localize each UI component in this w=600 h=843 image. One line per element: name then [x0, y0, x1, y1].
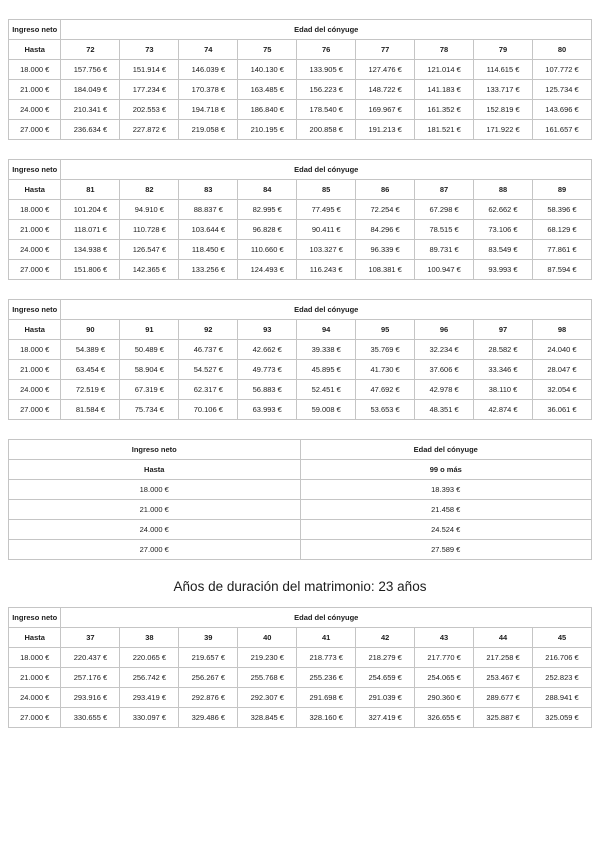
amount-cell: 156.223 €	[297, 80, 356, 100]
table-header-row	[9, 300, 592, 320]
amount-cell: 134.938 €	[61, 240, 120, 260]
amount-cell: 293.916 €	[61, 688, 120, 708]
amount-cell: 194.718 €	[179, 100, 238, 120]
amount-cell: 77.495 €	[297, 200, 356, 220]
income-cell: 27.000 €	[9, 400, 61, 420]
income-net-header: Ingreso neto	[9, 440, 301, 460]
amount-cell: 328.160 €	[297, 708, 356, 728]
age-column-header: 80	[532, 40, 591, 60]
amount-cell: 200.858 €	[297, 120, 356, 140]
income-cell: 18.000 €	[9, 200, 61, 220]
spouse-age-header: Edad del cónyuge	[61, 160, 592, 180]
age-column-header: 41	[297, 628, 356, 648]
amount-cell: 103.644 €	[179, 220, 238, 240]
amount-cell: 290.360 €	[415, 688, 474, 708]
amount-cell: 161.352 €	[415, 100, 474, 120]
table-row	[9, 120, 592, 140]
amount-cell: 62.317 €	[179, 380, 238, 400]
table-header-row	[9, 440, 592, 460]
table-row	[9, 340, 592, 360]
income-cell: 27.000 €	[9, 540, 301, 560]
amount-cell: 161.657 €	[532, 120, 591, 140]
amount-cell: 78.515 €	[415, 220, 474, 240]
amount-cell: 252.823 €	[532, 668, 591, 688]
amount-cell: 54.527 €	[179, 360, 238, 380]
age-column-header: 73	[120, 40, 179, 60]
amount-cell: 50.489 €	[120, 340, 179, 360]
amount-cell: 101.204 €	[61, 200, 120, 220]
amount-cell: 151.806 €	[61, 260, 120, 280]
amount-cell: 143.696 €	[532, 100, 591, 120]
income-cell: 18.000 €	[9, 648, 61, 668]
up-to-header: Hasta	[9, 40, 61, 60]
amount-cell: 110.728 €	[120, 220, 179, 240]
amount-cell: 126.547 €	[120, 240, 179, 260]
amount-cell: 330.655 €	[61, 708, 120, 728]
amount-cell: 37.606 €	[415, 360, 474, 380]
amount-cell: 133.256 €	[179, 260, 238, 280]
table-row	[9, 240, 592, 260]
pension-table-ages-90-98	[8, 299, 592, 420]
age-column-header: 37	[61, 628, 120, 648]
age-column-header: 98	[532, 320, 591, 340]
amount-cell: 24.524 €	[300, 520, 592, 540]
age-column-header: 76	[297, 40, 356, 60]
amount-cell: 53.653 €	[356, 400, 415, 420]
amount-cell: 148.722 €	[356, 80, 415, 100]
spouse-age-header: Edad del cónyuge	[61, 608, 592, 628]
amount-cell: 257.176 €	[61, 668, 120, 688]
table-subheader-row	[9, 40, 592, 60]
amount-cell: 218.279 €	[356, 648, 415, 668]
income-cell: 21.000 €	[9, 360, 61, 380]
age-column-header: 94	[297, 320, 356, 340]
amount-cell: 227.872 €	[120, 120, 179, 140]
amount-cell: 42.978 €	[415, 380, 474, 400]
amount-cell: 219.230 €	[238, 648, 297, 668]
age-column-header: 90	[61, 320, 120, 340]
table-row	[9, 80, 592, 100]
amount-cell: 54.389 €	[61, 340, 120, 360]
amount-cell: 32.054 €	[532, 380, 591, 400]
amount-cell: 84.296 €	[356, 220, 415, 240]
amount-cell: 170.378 €	[179, 80, 238, 100]
amount-cell: 202.553 €	[120, 100, 179, 120]
spouse-age-header: Edad del cónyuge	[300, 440, 592, 460]
amount-cell: 254.065 €	[415, 668, 474, 688]
age-column-header: 78	[415, 40, 474, 60]
amount-cell: 77.861 €	[532, 240, 591, 260]
age-column-header: 89	[532, 180, 591, 200]
amount-cell: 110.660 €	[238, 240, 297, 260]
spouse-age-header: Edad del cónyuge	[61, 20, 592, 40]
income-cell: 21.000 €	[9, 500, 301, 520]
table-row	[9, 100, 592, 120]
amount-cell: 42.874 €	[474, 400, 533, 420]
amount-cell: 38.110 €	[474, 380, 533, 400]
age-column-header: 85	[297, 180, 356, 200]
age-column-header: 38	[120, 628, 179, 648]
amount-cell: 45.895 €	[297, 360, 356, 380]
amount-cell: 83.549 €	[474, 240, 533, 260]
age-column-header: 93	[238, 320, 297, 340]
income-net-header: Ingreso neto	[9, 160, 61, 180]
amount-cell: 254.659 €	[356, 668, 415, 688]
amount-cell: 291.039 €	[356, 688, 415, 708]
amount-cell: 63.454 €	[61, 360, 120, 380]
age-column-header: 96	[415, 320, 474, 340]
income-cell: 27.000 €	[9, 708, 61, 728]
amount-cell: 191.213 €	[356, 120, 415, 140]
up-to-header: Hasta	[9, 180, 61, 200]
amount-cell: 18.393 €	[300, 480, 592, 500]
up-to-header: Hasta	[9, 628, 61, 648]
amount-cell: 288.941 €	[532, 688, 591, 708]
amount-cell: 93.993 €	[474, 260, 533, 280]
amount-cell: 255.768 €	[238, 668, 297, 688]
age-column-header: 92	[179, 320, 238, 340]
income-cell: 18.000 €	[9, 480, 301, 500]
age-column-header: 83	[179, 180, 238, 200]
amount-cell: 62.662 €	[474, 200, 533, 220]
income-cell: 24.000 €	[9, 520, 301, 540]
table-row	[9, 648, 592, 668]
age-column-header: 45	[532, 628, 591, 648]
amount-cell: 67.298 €	[415, 200, 474, 220]
income-net-header: Ingreso neto	[9, 300, 61, 320]
income-cell: 21.000 €	[9, 220, 61, 240]
amount-cell: 293.419 €	[120, 688, 179, 708]
amount-cell: 219.058 €	[179, 120, 238, 140]
amount-cell: 220.065 €	[120, 648, 179, 668]
pension-table-ages-37-45	[8, 607, 592, 728]
amount-cell: 152.819 €	[474, 100, 533, 120]
table-row	[9, 520, 592, 540]
amount-cell: 210.341 €	[61, 100, 120, 120]
table-subheader-row	[9, 320, 592, 340]
age-column-header: 43	[415, 628, 474, 648]
table-subheader-row	[9, 180, 592, 200]
amount-cell: 217.770 €	[415, 648, 474, 668]
amount-cell: 100.947 €	[415, 260, 474, 280]
amount-cell: 118.450 €	[179, 240, 238, 260]
income-cell: 18.000 €	[9, 340, 61, 360]
age-column-header: 95	[356, 320, 415, 340]
age-column-header: 88	[474, 180, 533, 200]
amount-cell: 171.922 €	[474, 120, 533, 140]
amount-cell: 142.365 €	[120, 260, 179, 280]
amount-cell: 27.589 €	[300, 540, 592, 560]
amount-cell: 178.540 €	[297, 100, 356, 120]
amount-cell: 81.584 €	[61, 400, 120, 420]
age-column-header: 44	[474, 628, 533, 648]
income-cell: 24.000 €	[9, 100, 61, 120]
amount-cell: 127.476 €	[356, 60, 415, 80]
age-column-header: 91	[120, 320, 179, 340]
amount-cell: 186.840 €	[238, 100, 297, 120]
up-to-header: Hasta	[9, 460, 301, 480]
amount-cell: 217.258 €	[474, 648, 533, 668]
table-header-row	[9, 160, 592, 180]
income-cell: 21.000 €	[9, 80, 61, 100]
amount-cell: 82.995 €	[238, 200, 297, 220]
income-cell: 27.000 €	[9, 120, 61, 140]
amount-cell: 39.338 €	[297, 340, 356, 360]
up-to-header: Hasta	[9, 320, 61, 340]
amount-cell: 140.130 €	[238, 60, 297, 80]
amount-cell: 108.381 €	[356, 260, 415, 280]
table-row	[9, 380, 592, 400]
amount-cell: 163.485 €	[238, 80, 297, 100]
income-cell: 27.000 €	[9, 260, 61, 280]
amount-cell: 49.773 €	[238, 360, 297, 380]
amount-cell: 141.183 €	[415, 80, 474, 100]
amount-cell: 325.887 €	[474, 708, 533, 728]
table-row	[9, 500, 592, 520]
table-header-row	[9, 20, 592, 40]
amount-cell: 116.243 €	[297, 260, 356, 280]
amount-cell: 58.904 €	[120, 360, 179, 380]
amount-cell: 253.467 €	[474, 668, 533, 688]
income-cell: 24.000 €	[9, 240, 61, 260]
table-row	[9, 668, 592, 688]
amount-cell: 72.254 €	[356, 200, 415, 220]
amount-cell: 47.692 €	[356, 380, 415, 400]
table-row	[9, 480, 592, 500]
amount-cell: 292.307 €	[238, 688, 297, 708]
age-column-header: 74	[179, 40, 238, 60]
amount-cell: 41.730 €	[356, 360, 415, 380]
age-column-header: 81	[61, 180, 120, 200]
table-row	[9, 708, 592, 728]
amount-cell: 118.071 €	[61, 220, 120, 240]
amount-cell: 291.698 €	[297, 688, 356, 708]
amount-cell: 328.845 €	[238, 708, 297, 728]
amount-cell: 63.993 €	[238, 400, 297, 420]
amount-cell: 107.772 €	[532, 60, 591, 80]
age-column-header: 72	[61, 40, 120, 60]
amount-cell: 219.657 €	[179, 648, 238, 668]
amount-cell: 94.910 €	[120, 200, 179, 220]
amount-cell: 133.717 €	[474, 80, 533, 100]
amount-cell: 146.039 €	[179, 60, 238, 80]
amount-cell: 169.967 €	[356, 100, 415, 120]
amount-cell: 326.655 €	[415, 708, 474, 728]
table-row	[9, 360, 592, 380]
amount-cell: 90.411 €	[297, 220, 356, 240]
age-column-header: 39	[179, 628, 238, 648]
table-row	[9, 260, 592, 280]
income-net-header: Ingreso neto	[9, 20, 61, 40]
amount-cell: 292.876 €	[179, 688, 238, 708]
amount-cell: 46.737 €	[179, 340, 238, 360]
amount-cell: 72.519 €	[61, 380, 120, 400]
amount-cell: 151.914 €	[120, 60, 179, 80]
age-column-header: 75	[238, 40, 297, 60]
section-title: Años de duración del matrimonio: 23 años	[173, 579, 427, 594]
age-column-header: 86	[356, 180, 415, 200]
pension-table-age-99-or-more	[8, 439, 592, 560]
amount-cell: 181.521 €	[415, 120, 474, 140]
age-column-header: 84	[238, 180, 297, 200]
amount-cell: 96.828 €	[238, 220, 297, 240]
amount-cell: 21.458 €	[300, 500, 592, 520]
income-cell: 24.000 €	[9, 380, 61, 400]
table-row	[9, 220, 592, 240]
amount-cell: 24.040 €	[532, 340, 591, 360]
age-column-header: 82	[120, 180, 179, 200]
amount-cell: 327.419 €	[356, 708, 415, 728]
amount-cell: 32.234 €	[415, 340, 474, 360]
table-header-row	[9, 608, 592, 628]
amount-cell: 73.106 €	[474, 220, 533, 240]
amount-cell: 88.837 €	[179, 200, 238, 220]
amount-cell: 42.662 €	[238, 340, 297, 360]
amount-cell: 67.319 €	[120, 380, 179, 400]
age-column-header: 77	[356, 40, 415, 60]
amount-cell: 103.327 €	[297, 240, 356, 260]
amount-cell: 177.234 €	[120, 80, 179, 100]
table-row	[9, 688, 592, 708]
age-column-header: 99 o más	[300, 460, 592, 480]
amount-cell: 48.351 €	[415, 400, 474, 420]
amount-cell: 218.773 €	[297, 648, 356, 668]
amount-cell: 35.769 €	[356, 340, 415, 360]
table-row	[9, 540, 592, 560]
amount-cell: 75.734 €	[120, 400, 179, 420]
amount-cell: 68.129 €	[532, 220, 591, 240]
amount-cell: 236.634 €	[61, 120, 120, 140]
age-column-header: 87	[415, 180, 474, 200]
amount-cell: 28.047 €	[532, 360, 591, 380]
amount-cell: 33.346 €	[474, 360, 533, 380]
amount-cell: 121.014 €	[415, 60, 474, 80]
table-row	[9, 400, 592, 420]
table-subheader-row	[9, 628, 592, 648]
age-column-header: 97	[474, 320, 533, 340]
income-net-header: Ingreso neto	[9, 608, 61, 628]
amount-cell: 124.493 €	[238, 260, 297, 280]
amount-cell: 56.883 €	[238, 380, 297, 400]
table-row	[9, 60, 592, 80]
amount-cell: 255.236 €	[297, 668, 356, 688]
pension-table-ages-81-89	[8, 159, 592, 280]
age-column-header: 40	[238, 628, 297, 648]
amount-cell: 58.396 €	[532, 200, 591, 220]
amount-cell: 28.582 €	[474, 340, 533, 360]
amount-cell: 70.106 €	[179, 400, 238, 420]
amount-cell: 256.267 €	[179, 668, 238, 688]
amount-cell: 133.905 €	[297, 60, 356, 80]
amount-cell: 216.706 €	[532, 648, 591, 668]
amount-cell: 325.059 €	[532, 708, 591, 728]
age-column-header: 79	[474, 40, 533, 60]
amount-cell: 59.008 €	[297, 400, 356, 420]
income-cell: 24.000 €	[9, 688, 61, 708]
amount-cell: 125.734 €	[532, 80, 591, 100]
amount-cell: 256.742 €	[120, 668, 179, 688]
amount-cell: 329.486 €	[179, 708, 238, 728]
amount-cell: 52.451 €	[297, 380, 356, 400]
income-cell: 18.000 €	[9, 60, 61, 80]
pension-table-ages-72-80	[8, 19, 592, 140]
amount-cell: 87.594 €	[532, 260, 591, 280]
amount-cell: 36.061 €	[532, 400, 591, 420]
amount-cell: 96.339 €	[356, 240, 415, 260]
amount-cell: 157.756 €	[61, 60, 120, 80]
amount-cell: 210.195 €	[238, 120, 297, 140]
age-column-header: 42	[356, 628, 415, 648]
amount-cell: 89.731 €	[415, 240, 474, 260]
table-subheader-row	[9, 460, 592, 480]
amount-cell: 330.097 €	[120, 708, 179, 728]
income-cell: 21.000 €	[9, 668, 61, 688]
table-row	[9, 200, 592, 220]
amount-cell: 289.677 €	[474, 688, 533, 708]
amount-cell: 184.049 €	[61, 80, 120, 100]
spouse-age-header: Edad del cónyuge	[61, 300, 592, 320]
amount-cell: 114.615 €	[474, 60, 533, 80]
amount-cell: 220.437 €	[61, 648, 120, 668]
